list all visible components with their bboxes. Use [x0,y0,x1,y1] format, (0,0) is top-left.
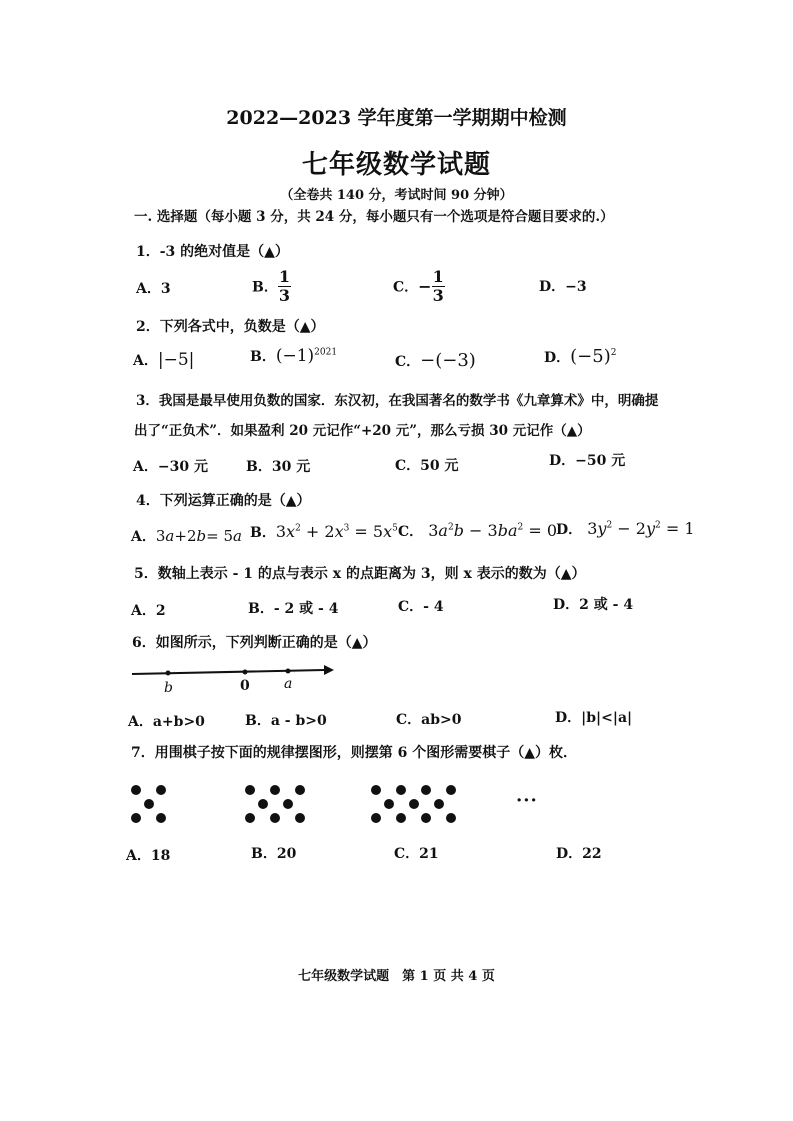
go-stone [409,799,419,809]
q6-option-a: A．a+b>0 [128,714,205,730]
go-stone [371,785,381,795]
q2-option-d-label: D． [544,350,571,366]
axis-label-zero: 0 [240,678,250,694]
q5-option-b: B．- 2 或 - 4 [248,601,339,617]
q5-option-d: D．2 或 - 4 [553,597,634,613]
go-stone [270,813,280,823]
go-stone [245,785,255,795]
q1-stem: 1．-3 的绝对值是（▲） [136,244,289,260]
go-stone [446,785,456,795]
q2-option-a-label: A． [133,353,158,369]
q1-option-b [252,268,291,305]
q3-option-c: C．50 元 [395,458,459,474]
exam-note: （全卷共 140 分，考试时间 90 分钟） [280,188,513,203]
go-stone [156,813,166,823]
go-stone [396,785,406,795]
go-stone [295,785,305,795]
go-stone [131,813,141,823]
q4-option-b: B．$3x^2 + 2x^3 = 5x^5$ [250,522,398,541]
exam-subtitle: 七年级数学试题 [301,150,491,180]
q3-option-d: D．−50 元 [549,453,626,469]
go-stone [421,785,431,795]
q2-option-b: B．$(-1)^{2021}$ [250,346,338,366]
go-stone [384,799,394,809]
q4-option-d: D． $3y^2 - 2y^2 = 1$ [556,519,695,538]
go-stone [156,785,166,795]
point-zero [243,670,248,675]
q2-option-b-label: B． [250,349,276,365]
point-b [166,671,171,676]
go-stone [283,799,293,809]
q3-option-b: B．30 元 [246,459,311,475]
number-line [132,670,324,674]
go-stone [434,799,444,809]
q2-option-a [133,350,194,370]
page-footer: 七年级数学试题 第 1 页 共 4 页 [298,969,495,984]
q4-option-c: C． $3a^2b - 3ba^2 = 0$ [398,521,557,540]
q1-fraction-b: $\frac{1}{3}$ [278,267,290,305]
q5-option-a: A．2 [131,603,166,619]
q1-option-a: A．3 [136,281,171,297]
go-stone [245,813,255,823]
go-stone [371,813,381,823]
q4-option-a: A．3a+2b= 5a [131,527,242,545]
q2-option-a-expr: |−5| [157,350,195,370]
point-a [286,669,291,674]
q7-option-c: C．21 [394,846,439,862]
q4-stem: 4．下列运算正确的是（▲） [136,493,311,509]
q7-option-d: D．22 [556,846,602,862]
go-stone [396,813,406,823]
number-line-figure [128,660,338,696]
q6-stem: 6．如图所示，下列判断正确的是（▲） [132,635,377,651]
q6-option-b: B．a - b>0 [245,713,327,729]
q1-option-b-label: B． [252,279,278,296]
q2-stem: 2．下列各式中，负数是（▲） [136,319,325,335]
q2-option-c-expr: −(−3) [420,350,476,371]
go-stone [270,785,280,795]
q1-option-c: C．− $\frac{1}{3}$ [393,267,444,305]
q1-fraction-c: $\frac{1}{3}$ [432,267,444,305]
exam-title: 2022—2023 学年度第一学期期中检测 [226,107,567,129]
q2-option-c-label: C． [395,354,421,370]
q4-option-a-label: A． [131,529,156,545]
q5-stem: 5．数轴上表示 - 1 的点与表示 x 的点距离为 3，则 x 表示的数为（▲） [134,566,586,582]
q4-option-b-label: B． [250,525,276,541]
go-stone [421,813,431,823]
q6-option-d: D．|b|<|a| [555,710,633,726]
q7-option-b: B．20 [251,846,297,862]
q7-option-a: A．18 [126,848,171,864]
q2-option-d: D．$(-5)^2$ [544,346,617,367]
q4-option-c-label: C． [398,524,424,540]
axis-label-b: b [164,680,173,696]
q5-option-c: C．- 4 [398,599,444,615]
q7-stem: 7．用围棋子按下面的规律摆图形，则摆第 6 个图形需要棋子（▲）枚． [131,745,577,761]
go-stone [131,785,141,795]
q1-option-d: D．−3 [539,279,587,295]
go-stone [258,799,268,809]
q4-option-d-label: D． [556,522,583,538]
go-stone [295,813,305,823]
q1-option-c-label: C． [393,279,419,296]
q3-stem-line2: 出了“正负术”．如果盈利 20 元记作“+20 元”，那么亏损 30 元记作（▲） [134,423,591,439]
pattern-ellipsis: ··· [516,790,538,811]
q3-stem-line1: 3．我国是最早使用负数的国家．东汉初，在我国著名的数学书《九章算术》中，明确提 [136,393,659,409]
section-heading: 一. 选择题（每小题 3 分，共 24 分，每小题只有一个选项是符合题目要求的.） [134,209,614,225]
q2-option-c [395,350,476,371]
go-stone [144,799,154,809]
q3-option-a: A．−30 元 [133,459,208,475]
q6-option-c: C．ab>0 [396,712,462,728]
go-stone [446,813,456,823]
axis-label-a: a [284,676,293,692]
number-line-arrow [324,665,334,675]
